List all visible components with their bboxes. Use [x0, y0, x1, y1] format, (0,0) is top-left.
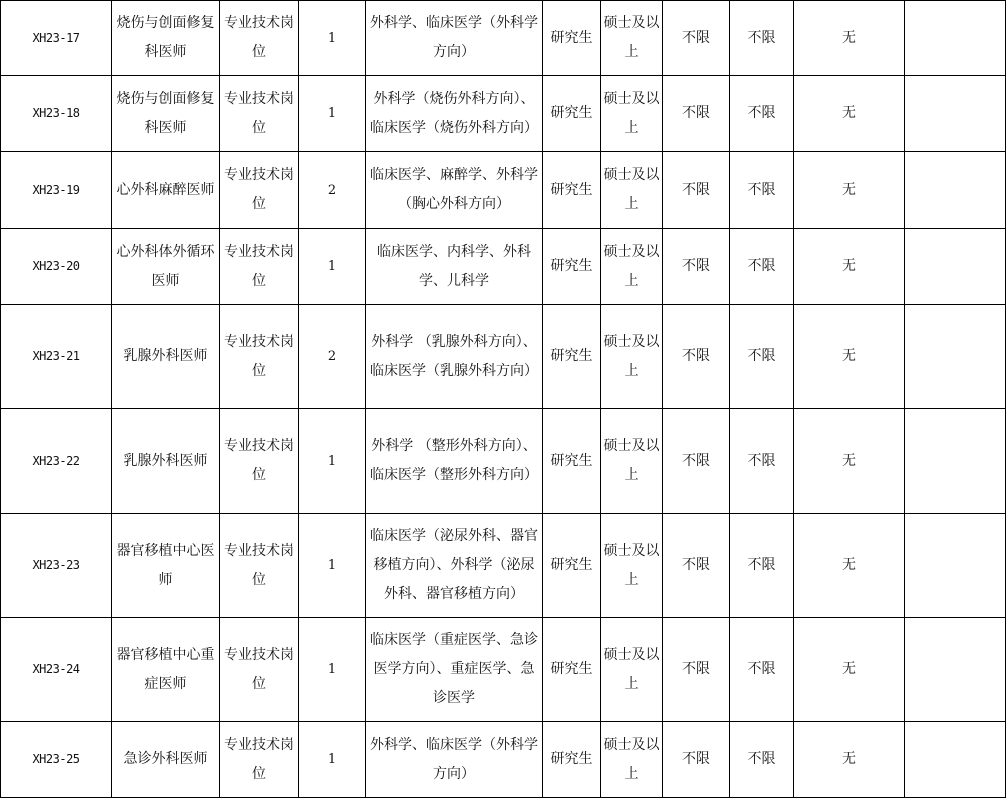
- hire-count: 1: [299, 409, 366, 514]
- note-cell: [905, 152, 1006, 229]
- note-cell: [905, 76, 1006, 152]
- position-name: 器官移植中心医师: [112, 514, 220, 618]
- other-requirement: 无: [794, 514, 905, 618]
- position-name: 心外科体外循环医师: [112, 229, 220, 305]
- other-requirement: 无: [794, 1, 905, 76]
- age-requirement: 不限: [663, 409, 730, 514]
- position-type: 专业技术岗位: [220, 722, 299, 798]
- education-requirement: 研究生: [543, 1, 601, 76]
- table-row: [1, 152, 1006, 229]
- position-code: XH23-20: [1, 229, 112, 305]
- age-requirement: 不限: [663, 152, 730, 229]
- position-type: 专业技术岗位: [220, 409, 299, 514]
- note-cell: [905, 1, 1006, 76]
- degree-requirement: 硕士及以上: [601, 514, 663, 618]
- major-requirement: 外科学、临床医学（外科学方向）: [366, 722, 543, 798]
- position-name: 烧伤与创面修复科医师: [112, 76, 220, 152]
- position-type: 专业技术岗位: [220, 305, 299, 409]
- position-type: 专业技术岗位: [220, 152, 299, 229]
- position-name: 乳腺外科医师: [112, 305, 220, 409]
- position-code: XH23-17: [1, 1, 112, 76]
- position-code: XH23-25: [1, 722, 112, 798]
- table-row: [1, 514, 1006, 618]
- hire-count: 1: [299, 76, 366, 152]
- note-cell: [905, 409, 1006, 514]
- other-requirement: 无: [794, 722, 905, 798]
- major-requirement: 外科学 （乳腺外科方向）、临床医学（乳腺外科方向）: [366, 305, 543, 409]
- title-requirement: 不限: [730, 722, 794, 798]
- title-requirement: 不限: [730, 1, 794, 76]
- title-requirement: 不限: [730, 152, 794, 229]
- other-requirement: 无: [794, 409, 905, 514]
- table-row: [1, 409, 1006, 514]
- education-requirement: 研究生: [543, 229, 601, 305]
- note-cell: [905, 722, 1006, 798]
- major-requirement: 临床医学（泌尿外科、器官移植方向）、外科学（泌尿外科、器官移植方向）: [366, 514, 543, 618]
- degree-requirement: 硕士及以上: [601, 1, 663, 76]
- degree-requirement: 硕士及以上: [601, 409, 663, 514]
- title-requirement: 不限: [730, 76, 794, 152]
- age-requirement: 不限: [663, 76, 730, 152]
- position-type: 专业技术岗位: [220, 618, 299, 722]
- table-row: [1, 76, 1006, 152]
- title-requirement: 不限: [730, 514, 794, 618]
- position-name: 心外科麻醉医师: [112, 152, 220, 229]
- major-requirement: 临床医学、麻醉学、外科学（胸心外科方向）: [366, 152, 543, 229]
- position-type: 专业技术岗位: [220, 76, 299, 152]
- position-code: XH23-18: [1, 76, 112, 152]
- age-requirement: 不限: [663, 1, 730, 76]
- position-type: 专业技术岗位: [220, 1, 299, 76]
- position-code: XH23-22: [1, 409, 112, 514]
- note-cell: [905, 305, 1006, 409]
- age-requirement: 不限: [663, 305, 730, 409]
- other-requirement: 无: [794, 76, 905, 152]
- hire-count: 1: [299, 618, 366, 722]
- other-requirement: 无: [794, 152, 905, 229]
- education-requirement: 研究生: [543, 409, 601, 514]
- position-code: XH23-23: [1, 514, 112, 618]
- table-row: [1, 229, 1006, 305]
- degree-requirement: 硕士及以上: [601, 152, 663, 229]
- position-type: 专业技术岗位: [220, 514, 299, 618]
- title-requirement: 不限: [730, 409, 794, 514]
- hire-count: 1: [299, 229, 366, 305]
- major-requirement: 临床医学（重症医学、急诊医学方向）、重症医学、急诊医学: [366, 618, 543, 722]
- note-cell: [905, 514, 1006, 618]
- major-requirement: 外科学、临床医学（外科学方向）: [366, 1, 543, 76]
- other-requirement: 无: [794, 229, 905, 305]
- education-requirement: 研究生: [543, 618, 601, 722]
- position-name: 乳腺外科医师: [112, 409, 220, 514]
- title-requirement: 不限: [730, 229, 794, 305]
- position-code: XH23-19: [1, 152, 112, 229]
- hire-count: 2: [299, 152, 366, 229]
- age-requirement: 不限: [663, 514, 730, 618]
- major-requirement: 外科学（烧伤外科方向）、临床医学（烧伤外科方向）: [366, 76, 543, 152]
- major-requirement: 外科学 （整形外科方向）、临床医学（整形外科方向）: [366, 409, 543, 514]
- education-requirement: 研究生: [543, 76, 601, 152]
- position-name: 急诊外科医师: [112, 722, 220, 798]
- education-requirement: 研究生: [543, 514, 601, 618]
- education-requirement: 研究生: [543, 152, 601, 229]
- hire-count: 1: [299, 722, 366, 798]
- hire-count: 1: [299, 514, 366, 618]
- degree-requirement: 硕士及以上: [601, 618, 663, 722]
- major-requirement: 临床医学、内科学、外科学、儿科学: [366, 229, 543, 305]
- table-row: [1, 1, 1006, 76]
- hire-count: 2: [299, 305, 366, 409]
- age-requirement: 不限: [663, 722, 730, 798]
- age-requirement: 不限: [663, 229, 730, 305]
- table-body: [1, 1, 1006, 798]
- education-requirement: 研究生: [543, 722, 601, 798]
- table-row: [1, 305, 1006, 409]
- degree-requirement: 硕士及以上: [601, 76, 663, 152]
- table-row: [1, 722, 1006, 798]
- other-requirement: 无: [794, 305, 905, 409]
- position-name: 器官移植中心重症医师: [112, 618, 220, 722]
- position-code: XH23-21: [1, 305, 112, 409]
- hire-count: 1: [299, 1, 366, 76]
- position-type: 专业技术岗位: [220, 229, 299, 305]
- note-cell: [905, 618, 1006, 722]
- note-cell: [905, 229, 1006, 305]
- position-name: 烧伤与创面修复科医师: [112, 1, 220, 76]
- other-requirement: 无: [794, 618, 905, 722]
- degree-requirement: 硕士及以上: [601, 305, 663, 409]
- degree-requirement: 硕士及以上: [601, 722, 663, 798]
- degree-requirement: 硕士及以上: [601, 229, 663, 305]
- education-requirement: 研究生: [543, 305, 601, 409]
- table-row: [1, 618, 1006, 722]
- position-code: XH23-24: [1, 618, 112, 722]
- age-requirement: 不限: [663, 618, 730, 722]
- title-requirement: 不限: [730, 305, 794, 409]
- title-requirement: 不限: [730, 618, 794, 722]
